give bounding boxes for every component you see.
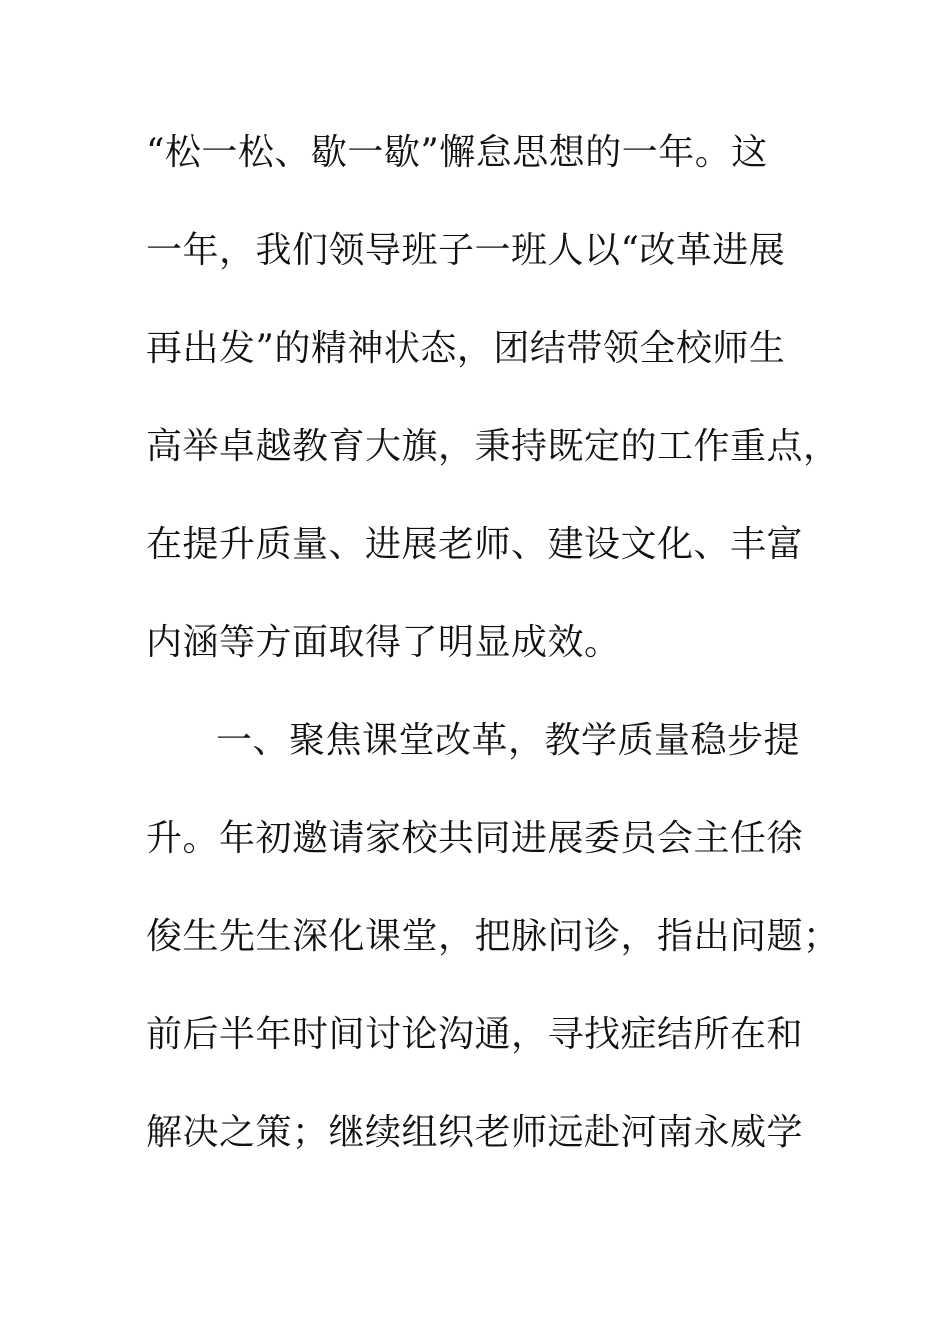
text-line: 前后半年时间讨论沟通，寻找症结所在和 bbox=[146, 1014, 804, 1055]
text-line: 内涵等方面取得了明显成效。 bbox=[146, 622, 621, 663]
text-line: 再出发”的精神状态，团结带领全校师生 bbox=[146, 328, 786, 369]
text-line: 一年，我们领导班子一班人以“改革进展 bbox=[146, 230, 786, 271]
text-line: 俊生先生深化课堂，把脉问诊，指出问题； bbox=[146, 916, 840, 957]
text-line: “松一松、歇一歇”懈怠思想的一年。这 bbox=[146, 132, 768, 173]
text-line: 在提升质量、进展老师、建设文化、丰富 bbox=[146, 524, 804, 565]
body-text bbox=[146, 122, 840, 1200]
text-line: 高举卓越教育大旗，秉持既定的工作重点， bbox=[146, 426, 840, 467]
text-line: 解决之策；继续组织老师远赴河南永威学 bbox=[146, 1112, 804, 1153]
text-line: 升。年初邀请家校共同进展委员会主任徐 bbox=[146, 818, 804, 859]
section-heading-line: 一、聚焦课堂改革，教学质量稳步提 bbox=[216, 720, 801, 761]
